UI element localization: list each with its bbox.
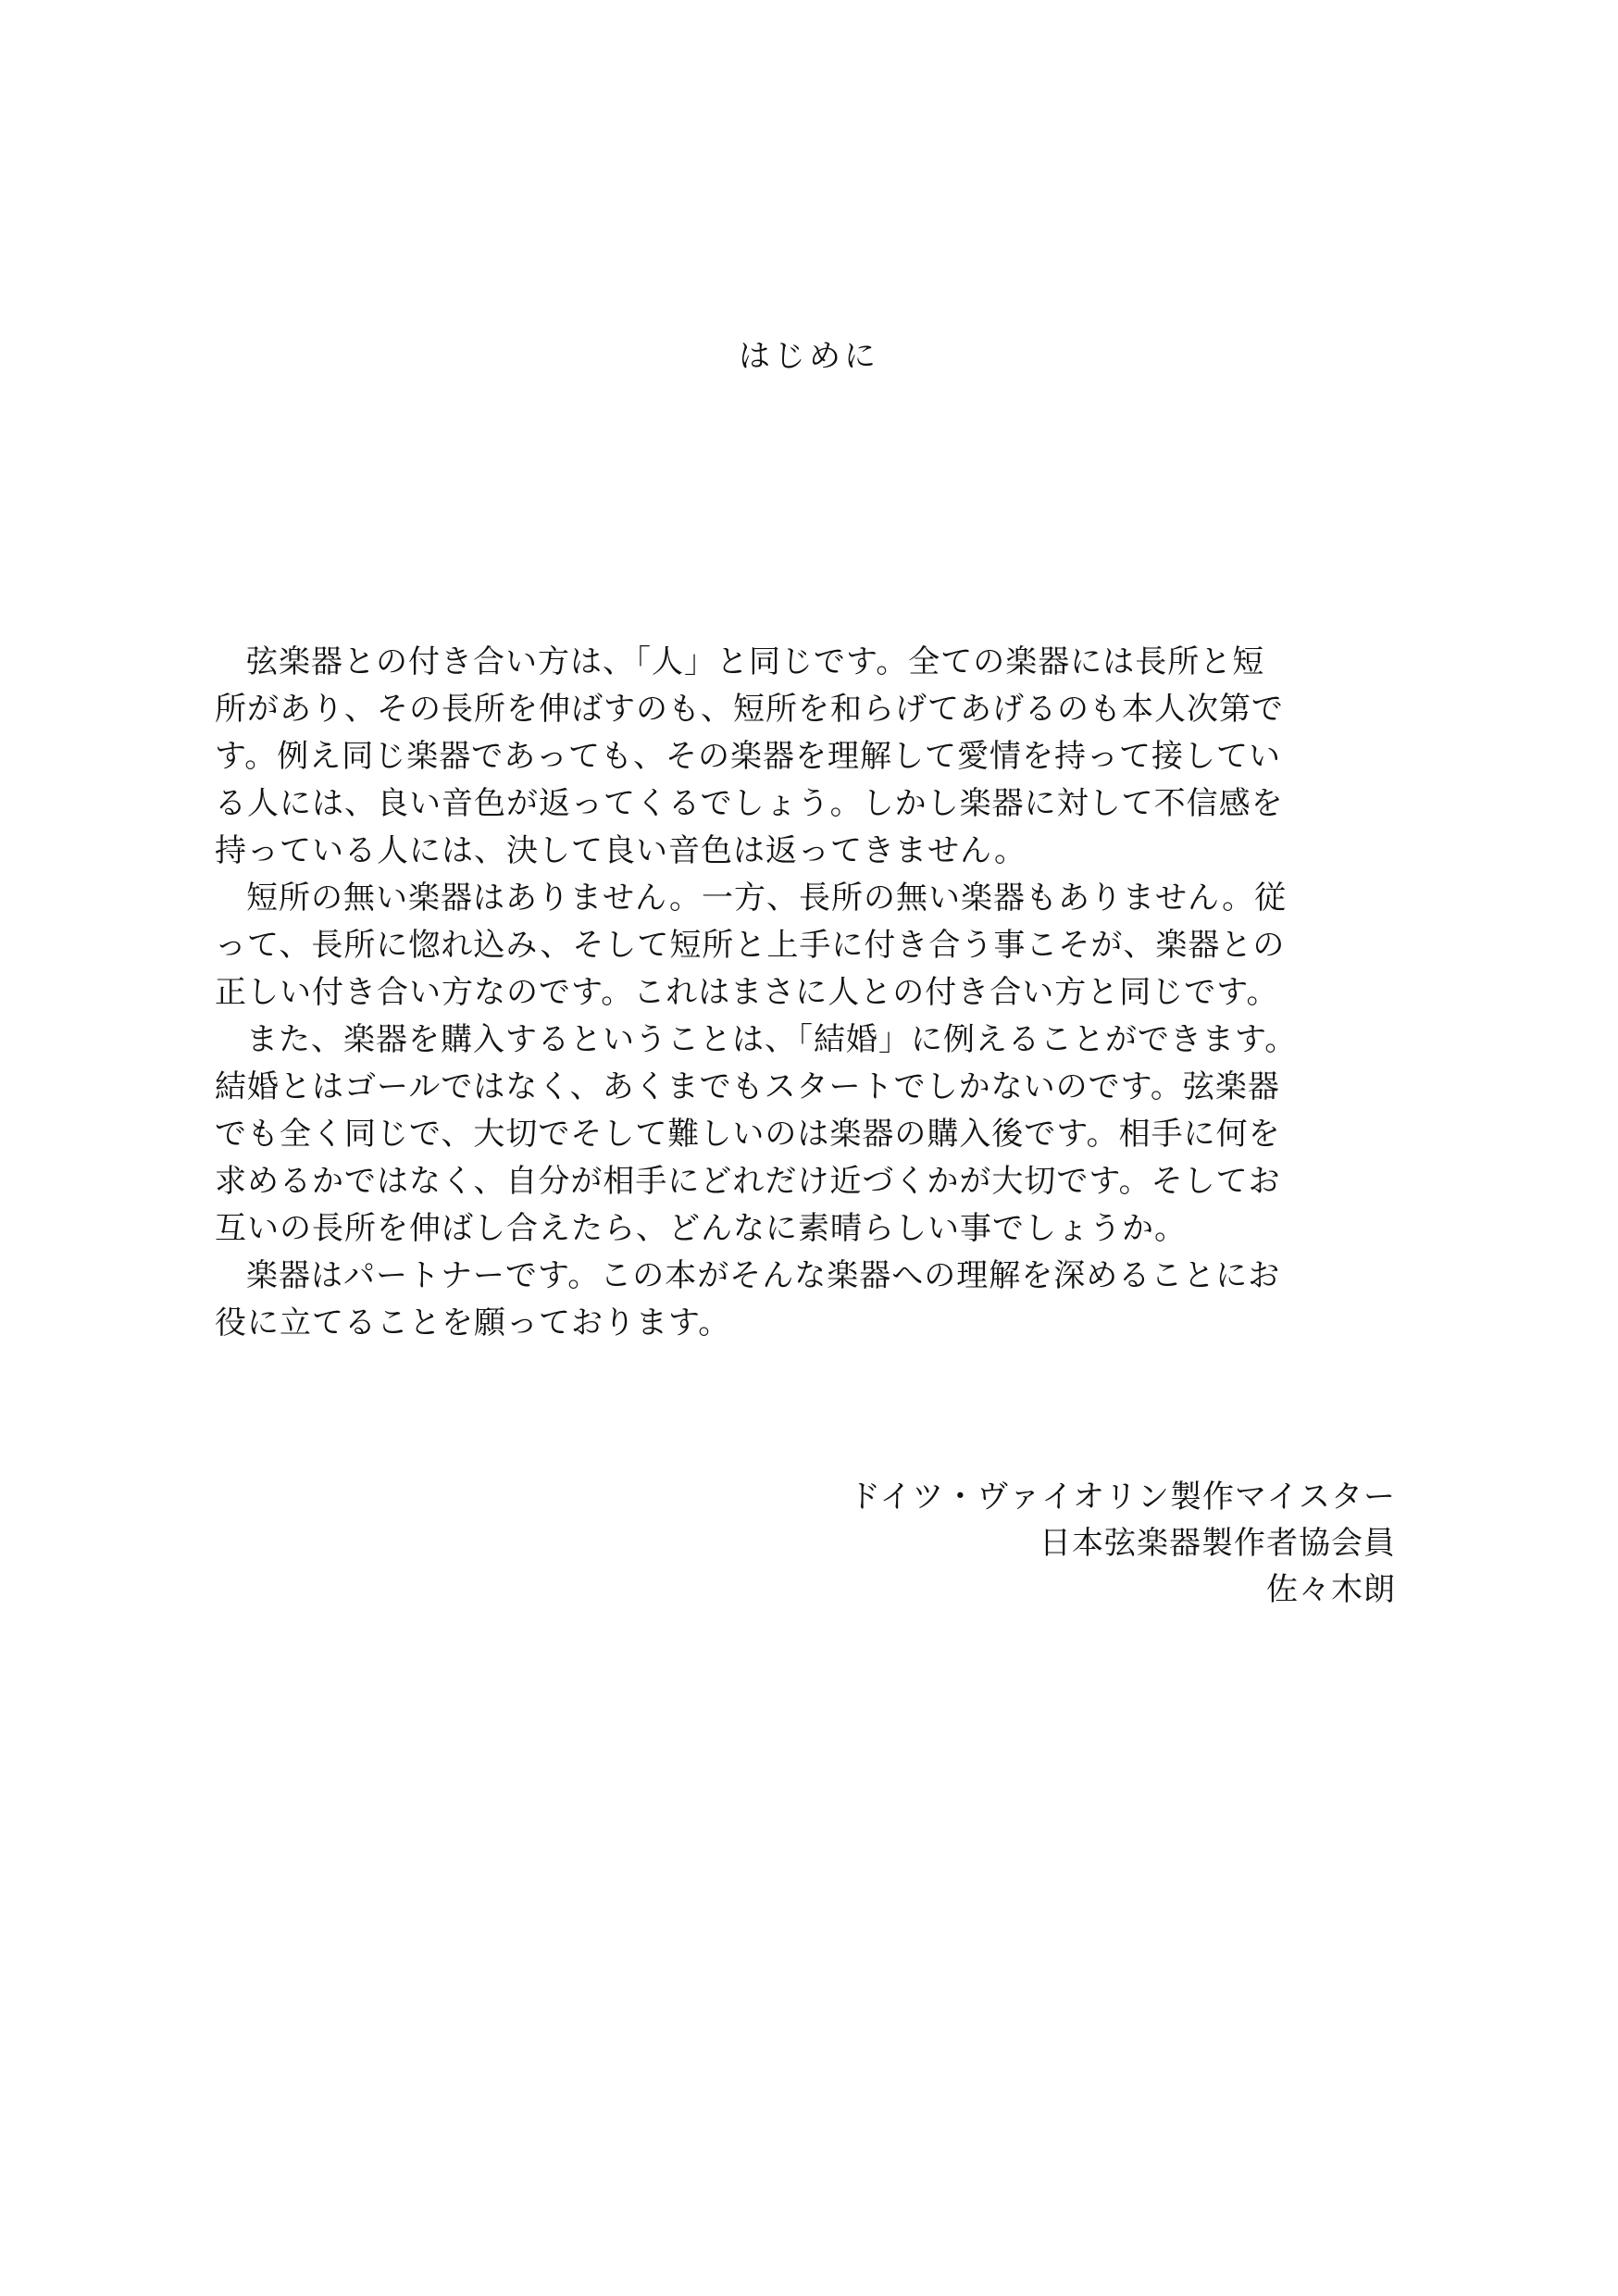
author-affiliation: 日本弦楽器製作者協会員 xyxy=(1039,1525,1396,1562)
text-line: 楽器はパートナーです。この本がそんな楽器への理解を深めることにお xyxy=(246,1257,1281,1294)
text-line: でも全く同じで、大切でそして難しいのは楽器の購入後です。相手に何を xyxy=(215,1116,1281,1153)
text-line: って、長所に惚れ込み、そして短所と上手に付き合う事こそが、楽器との xyxy=(215,927,1286,964)
author-name: 佐々木朗 xyxy=(1266,1571,1396,1608)
text-line: 弦楽器との付き合い方は、「人」と同じです。全ての楽器には長所と短 xyxy=(246,643,1265,680)
text-line: 正しい付き合い方なのです。これはまさに人との付き合い方と同じです。 xyxy=(215,974,1279,1011)
text-line: 所があり、その長所を伸ばすのも、短所を和らげてあげるのも本人次第で xyxy=(215,691,1284,728)
author-signature-block xyxy=(849,1474,1396,1613)
paragraph-2 xyxy=(215,875,1409,1017)
text-line: 持っている人には、決して良い音色は返ってきません。 xyxy=(215,832,1027,869)
paragraph-3 xyxy=(215,1017,1409,1253)
text-line: 互いの長所を伸ばし合えたら、どんなに素晴らしい事でしょうか。 xyxy=(215,1210,1187,1247)
text-line: また、楽器を購入するということは、「結婚」に例えることができます。 xyxy=(246,1021,1298,1058)
text-line: 役に立てることを願っております。 xyxy=(215,1304,731,1341)
page-title: はじめに xyxy=(739,338,879,375)
body-text xyxy=(215,639,1409,1347)
text-line: る人には、良い音色が返ってくるでしょう。しかし楽器に対して不信感を xyxy=(215,785,1284,822)
author-title: ドイツ・ヴァイオリン製作マイスター xyxy=(849,1479,1396,1516)
paragraph-1 xyxy=(215,639,1409,875)
text-line: 短所の無い楽器はありません。一方、長所の無い楽器もありません。従 xyxy=(246,880,1288,917)
paragraph-4 xyxy=(215,1253,1409,1347)
text-line: 結婚とはゴールではなく、あくまでもスタートでしかないのです。弦楽器 xyxy=(215,1068,1280,1105)
text-line: 求めるかではなく、自分が相手にどれだけ近づくかが大切です。そしてお xyxy=(215,1163,1281,1200)
text-line: す。例え同じ楽器であっても、その楽器を理解して愛情を持って接してい xyxy=(215,738,1281,775)
